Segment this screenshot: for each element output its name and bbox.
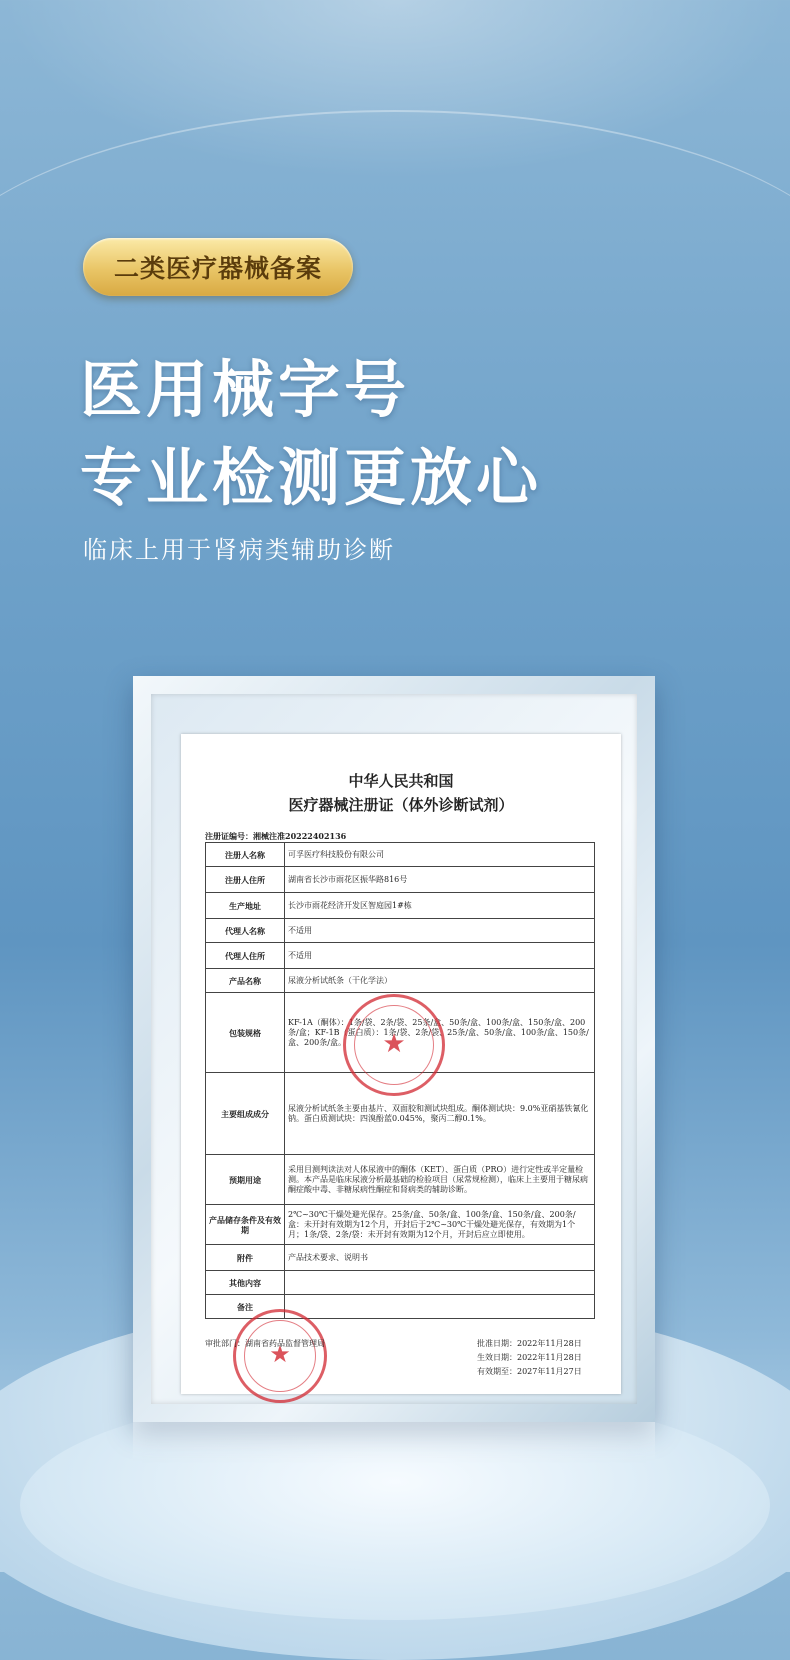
row-label: 主要组成成分 [206,1073,285,1155]
row-label: 产品名称 [206,969,285,993]
certificate-row [206,919,595,943]
certificate-frame [133,676,655,1422]
row-value [285,1295,595,1319]
certificate-row [206,1155,595,1205]
official-seal-bottom: ★ [233,1309,327,1403]
frame-mat [151,694,637,1404]
row-label: 产品储存条件及有效期 [206,1205,285,1245]
row-value: KF-1A（酮体）：1条/袋、2条/袋、25条/盒、50条/盒、100条/盒、150条/盒、200条/盒；KF-1B（蛋白质）：1条/袋、2条/袋、25条/盒、50条/盒、100条/盒、150条/盒、200条/盒。 [285,993,595,1073]
certificate-row [206,943,595,969]
certificate-row [206,1245,595,1271]
certificate-row [206,1271,595,1295]
frame-reflection [133,1422,655,1462]
expiry-date: 有效期至：2027年11月27日 [477,1367,582,1376]
row-value: 尿液分析试纸条主要由基片、双面胶和测试块组成。酮体测试块：9.0%亚硝基铁氰化钠。蛋白质测试块：四溴酚蓝0.045%，聚丙二醇0.1%。 [285,1073,595,1155]
certificate-row [206,893,595,919]
row-label: 代理人名称 [206,919,285,943]
certificate-row [206,969,595,993]
row-value: 采用目测判读法对人体尿液中的酮体（KET）、蛋白质（PRO）进行定性或半定量检测。本产品是临床尿液分析最基础的检验项目（尿常规检测），临床上主要用于糖尿病酮症酸中毒、非糖尿病性酮症和肾病类的辅助诊断。 [285,1155,595,1205]
certificate-title-country: 中华人民共和国 [348,772,454,790]
row-label: 注册人住所 [206,867,285,893]
registration-certificate [181,734,621,1394]
official-seal-top: ★ [343,994,445,1096]
row-value: 2℃~30℃干燥处避光保存。25条/盒、50条/盒、100条/盒、150条/盒、200条/盒：未开封有效期为12个月，开封后于2℃~30℃干燥处避光保存，有效期为1个月；1条/袋、2条/袋：未开封有效期为12个月，开封后应立即使用。 [285,1205,595,1245]
row-label: 附件 [206,1245,285,1271]
dates-block [477,1338,582,1380]
headline-line-1: 医用械字号 [80,353,411,426]
certificate-row [206,843,595,867]
row-label: 代理人住所 [206,943,285,969]
row-label: 预期用途 [206,1155,285,1205]
row-value: 湖南省长沙市雨花区振华路816号 [285,867,595,893]
row-value: 不适用 [285,919,595,943]
row-value [285,1271,595,1295]
row-label: 生产地址 [206,893,285,919]
row-label: 其他内容 [206,1271,285,1295]
row-label: 包装规格 [206,993,285,1073]
approver-block [205,1338,325,1352]
row-value: 产品技术要求、说明书 [285,1245,595,1271]
effective-date: 生效日期：2022年11月28日 [477,1353,582,1362]
certificate-row [206,1205,595,1245]
row-value: 长沙市雨花经济开发区智庭园1#栋 [285,893,595,919]
certificate-row [206,867,595,893]
row-value: 可孚医疗科技股份有限公司 [285,843,595,867]
subtitle: 临床上用于肾病类辅助诊断 [83,536,395,564]
category-badge: 二类医疗器械备案 [83,238,353,296]
row-value: 不适用 [285,943,595,969]
registration-number: 注册证编号：湘械注准20222402136 [205,831,347,841]
row-label: 备注 [206,1295,285,1319]
approval-date: 批准日期：2022年11月28日 [477,1339,582,1348]
row-label: 注册人名称 [206,843,285,867]
certificate-title: 医疗器械注册证（体外诊断试剂） [288,796,514,814]
approver: 审批部门：湖南省药品监督管理局 [205,1339,325,1348]
row-value: 尿液分析试纸条（干化学法） [285,969,595,993]
headline-line-2: 专业检测更放心 [80,441,543,514]
